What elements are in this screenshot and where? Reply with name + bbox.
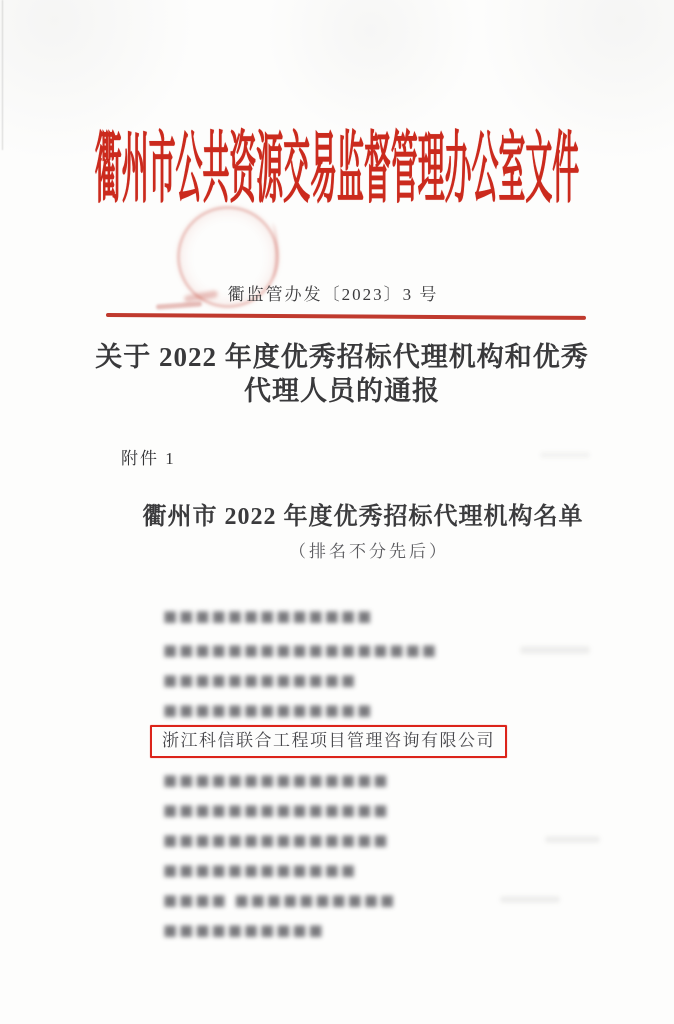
scan-edge-artifact <box>2 0 3 150</box>
scan-noise <box>500 896 560 903</box>
redacted-list-item: ■■■■■■■■■■■■■■ <box>163 771 390 789</box>
redacted-list-item: ■■■■■■■■■■ <box>163 921 325 939</box>
redacted-list-item: ■■■■■■■■■■■■ <box>163 671 358 689</box>
attachment-label: 附件 1 <box>121 449 176 468</box>
document-title-line1: 关于 2022 年度优秀招标代理机构和优秀 <box>95 342 589 372</box>
redacted-list-item: ■■■■■■■■■■■■■■ <box>163 801 390 819</box>
company-list <box>163 601 507 945</box>
scan-noise <box>545 836 600 843</box>
scan-noise <box>520 646 590 654</box>
redacted-list-item: ■■■■■■■■■■■■■■■■■ <box>163 641 438 659</box>
red-separator-line <box>106 313 586 320</box>
attachment-subheading: （排名不分先后） <box>289 542 449 561</box>
highlighted-company-name: 浙江科信联合工程项目管理咨询有限公司 <box>162 731 495 750</box>
document-title <box>5 340 674 408</box>
redacted-list-item: ■■■■■■■■■■■■■■ <box>163 831 390 849</box>
scan-noise <box>540 452 590 458</box>
document-title-line2: 代理人员的通报 <box>244 376 440 406</box>
letterhead-title: 衢州市公共资源交易监督管理办公室文件 <box>94 125 580 212</box>
redacted-list-item: ■■■■ ■■■■■■■■■■ <box>163 891 397 909</box>
redacted-list-item: ■■■■■■■■■■■■ <box>163 861 358 879</box>
highlight-box <box>150 725 507 758</box>
redacted-list-item: ■■■■■■■■■■■■■ <box>163 701 374 719</box>
document-number: 衢监管办发〔2023〕3 号 <box>227 285 439 304</box>
attachment-heading: 衢州市 2022 年度优秀招标代理机构名单 <box>142 504 584 530</box>
redacted-list-item: ■■■■■■■■■■■■■ <box>163 607 374 625</box>
